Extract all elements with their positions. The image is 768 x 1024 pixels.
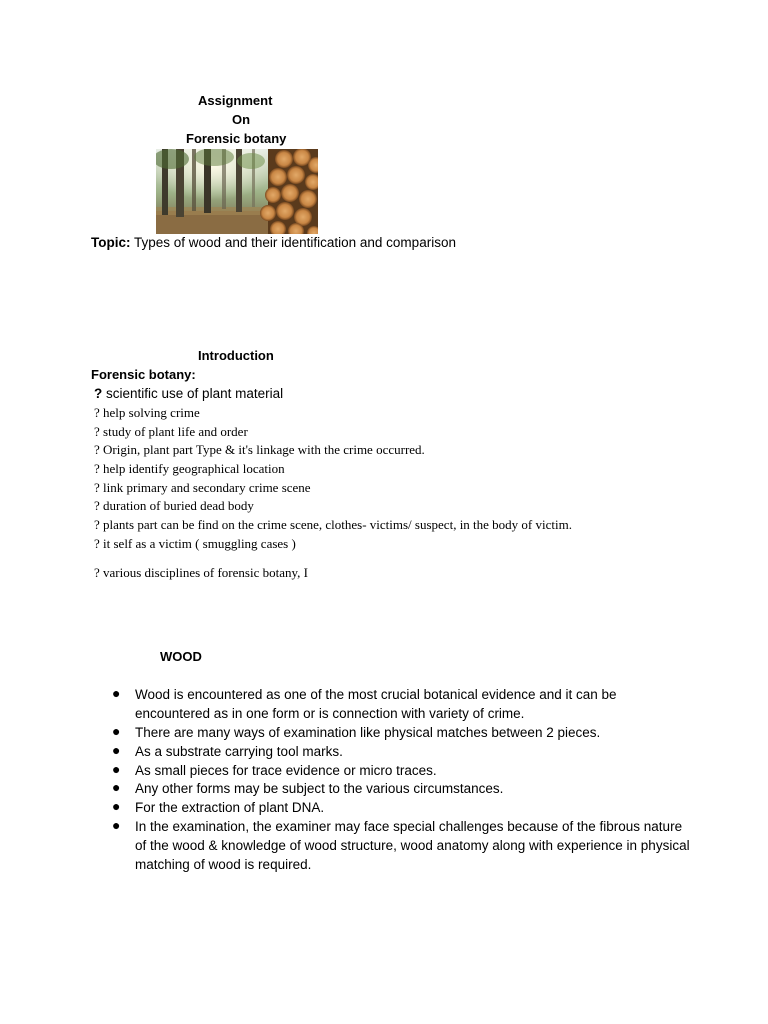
bullet-dot: ● bbox=[112, 817, 121, 833]
wood-bullet-item: Any other forms may be subject to the various circumstances. bbox=[135, 781, 504, 796]
intro-item: ? Origin, plant part Type & it's linkage with the crime occurred. bbox=[94, 442, 425, 457]
topic-line bbox=[91, 235, 456, 250]
intro-item: ? help identify geographical location bbox=[94, 461, 285, 476]
intro-item-first-text: scientific use of plant material bbox=[106, 386, 284, 401]
wood-bullet-item: As small pieces for trace evidence or micro traces. bbox=[135, 763, 437, 778]
bullet-dot: ● bbox=[112, 798, 121, 814]
topic-text: Types of wood and their identification and comparison bbox=[134, 235, 456, 250]
intro-item: ? duration of buried dead body bbox=[94, 498, 254, 513]
intro-item-last: ? various disciplines of forensic botany, I bbox=[94, 565, 308, 580]
forensic-botany-subheading: Forensic botany: bbox=[91, 367, 196, 382]
bullet-dot: ● bbox=[112, 723, 121, 739]
intro-item: ? plants part can be find on the crime scene, clothes- victims/ suspect, in the body of victim. bbox=[94, 517, 572, 532]
intro-item: ? help solving crime bbox=[94, 405, 200, 420]
introduction-heading: Introduction bbox=[198, 348, 274, 363]
bullet-dot: ● bbox=[112, 761, 121, 777]
wood-bullet-item: As a substrate carrying tool marks. bbox=[135, 744, 343, 759]
wood-bullet-item: Wood is encountered as one of the most crucial botanical evidence and it can be encountered as in one form or is connection with variety of crime. bbox=[135, 687, 617, 721]
wood-bullet-item: In the examination, the examiner may face special challenges because of the fibrous nature of the wood & knowledge of wood structure, wood anatomy along with experience in physical matching of wood is required. bbox=[135, 819, 690, 872]
header-assignment: Assignment bbox=[198, 93, 273, 108]
bullet-dot: ● bbox=[112, 685, 121, 701]
wood-heading: WOOD bbox=[160, 649, 202, 664]
forest-logs-image bbox=[156, 149, 318, 234]
intro-item: ? it self as a victim ( smuggling cases ) bbox=[94, 536, 296, 551]
intro-item: ? study of plant life and order bbox=[94, 424, 248, 439]
intro-item-first bbox=[94, 386, 283, 401]
header-subject: Forensic botany bbox=[186, 131, 287, 146]
bullet-dot: ● bbox=[112, 742, 121, 758]
wood-bullet-item: For the extraction of plant DNA. bbox=[135, 800, 325, 815]
bullet-dot: ● bbox=[112, 779, 121, 795]
intro-item: ? link primary and secondary crime scene bbox=[94, 480, 311, 495]
header-on: On bbox=[232, 112, 251, 127]
topic-label: Topic: bbox=[91, 235, 131, 250]
question-mark-marker: ? bbox=[94, 386, 103, 401]
wood-bullet-item: There are many ways of examination like physical matches between 2 pieces. bbox=[135, 725, 601, 740]
